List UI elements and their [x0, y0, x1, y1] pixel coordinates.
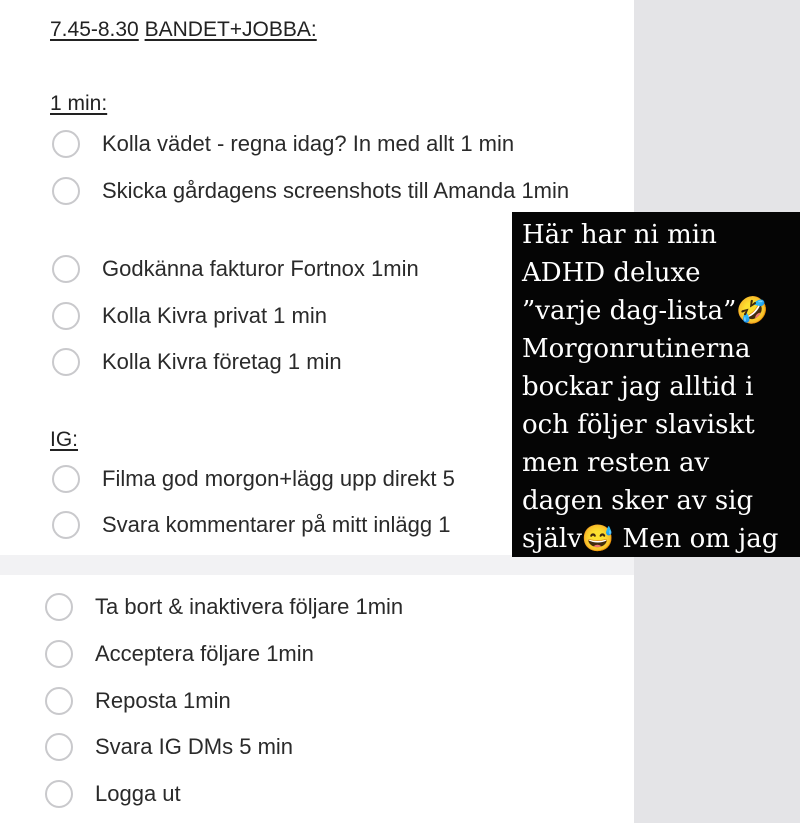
list-item[interactable] [52, 302, 327, 333]
title-text: BANDET+JOBBA: [144, 18, 317, 41]
checkbox-circle[interactable] [52, 348, 80, 376]
checkbox-circle[interactable] [52, 511, 80, 539]
page-title [50, 18, 317, 42]
checkbox-circle[interactable] [45, 687, 73, 715]
item-label: Ta bort & inaktivera följare 1min [95, 594, 404, 619]
item-label: Svara IG DMs 5 min [95, 734, 294, 759]
item-label: Acceptera följare 1min [95, 641, 314, 666]
overlay-line: ”varje dag-lista”🤣 [522, 296, 769, 326]
overlay-line: själv😅 Men om jag [522, 524, 779, 554]
screenshot-seam [0, 555, 634, 575]
list-item[interactable] [45, 687, 231, 718]
checkbox-circle[interactable] [52, 465, 80, 493]
overlay-line: bockar jag alltid i [522, 372, 754, 402]
item-label: Kolla vädet - regna idag? In med allt 1 min [102, 131, 515, 156]
overlay-line: Morgonrutinerna [522, 334, 751, 364]
overlay-line: men resten av [522, 448, 710, 478]
section-heading-1-min: 1 min: [50, 92, 108, 115]
list-item[interactable] [52, 348, 342, 379]
item-label: Skicka gårdagens screenshots till Amanda 1min [102, 178, 570, 203]
item-label: Filma god morgon+lägg upp direkt 5 [102, 466, 455, 491]
checkbox-circle[interactable] [52, 177, 80, 205]
overlay-line: och följer slaviskt [522, 410, 755, 440]
overlay-line: ADHD deluxe [522, 258, 701, 288]
checkbox-circle[interactable] [45, 593, 73, 621]
section-heading-ig: IG: [50, 428, 79, 451]
list-item[interactable] [45, 733, 293, 764]
list-item[interactable] [45, 593, 403, 624]
checkbox-circle[interactable] [52, 302, 80, 330]
story-text-overlay [512, 212, 800, 557]
item-label: Godkänna fakturor Fortnox 1min [102, 256, 419, 281]
list-item[interactable] [52, 465, 455, 496]
checkbox-circle[interactable] [52, 255, 80, 283]
list-item[interactable] [52, 511, 451, 542]
item-label: Kolla Kivra företag 1 min [102, 349, 342, 374]
time-range: 7.45-8.30 [50, 18, 139, 41]
list-item[interactable] [52, 177, 592, 208]
checkbox-circle[interactable] [45, 640, 73, 668]
item-label: Logga ut [95, 781, 181, 806]
checkbox-circle[interactable] [45, 733, 73, 761]
item-label: Reposta 1min [95, 688, 231, 713]
list-item[interactable] [45, 780, 181, 811]
checklist-bottom-panel [0, 575, 634, 823]
overlay-line: dagen sker av sig [522, 486, 754, 516]
list-item[interactable] [52, 255, 419, 286]
checkbox-circle[interactable] [45, 780, 73, 808]
list-item[interactable] [45, 640, 314, 671]
item-label: Svara kommentarer på mitt inlägg 1 [102, 512, 451, 537]
checkbox-circle[interactable] [52, 130, 80, 158]
list-item[interactable] [52, 130, 514, 161]
overlay-line: Här har ni min [522, 220, 717, 250]
item-label: Kolla Kivra privat 1 min [102, 303, 327, 328]
